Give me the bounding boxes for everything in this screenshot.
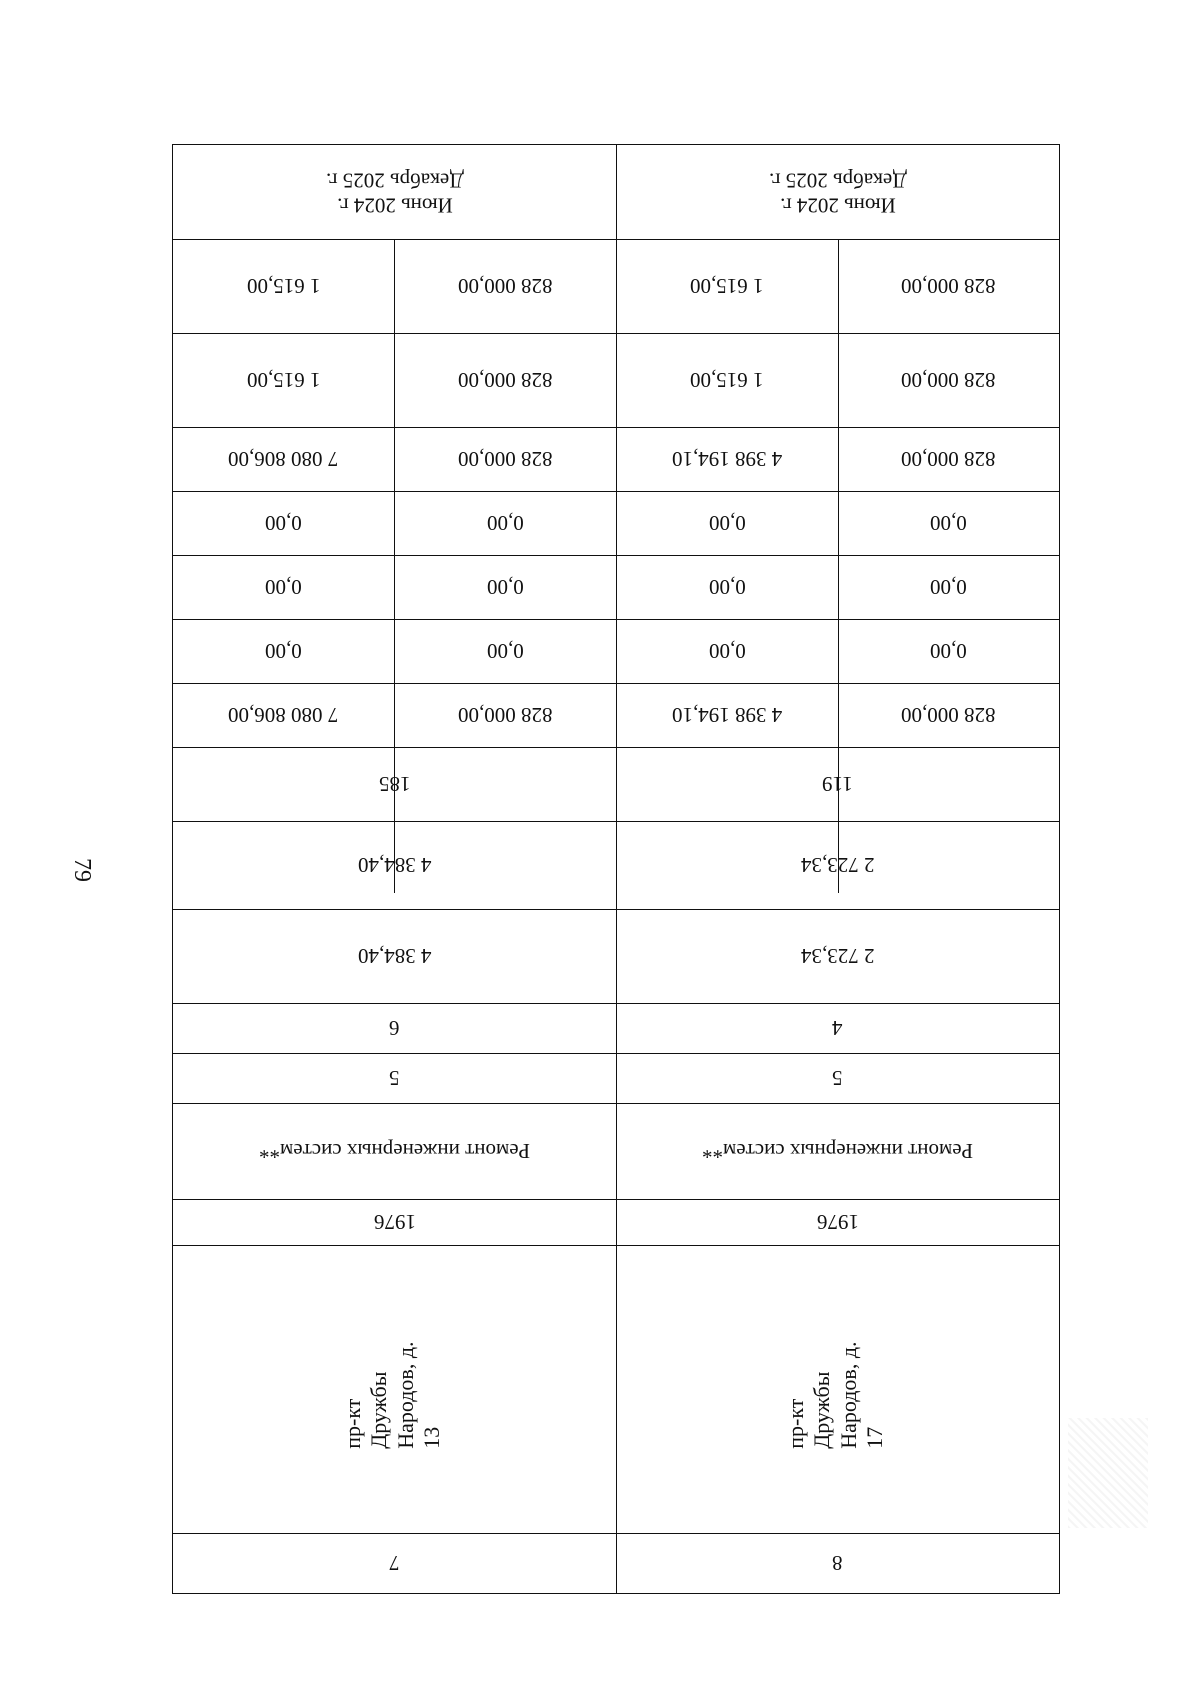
value-cell: 828 000,00	[901, 703, 996, 728]
value-cell: 828 000,00	[457, 447, 553, 472]
value-cell: 7 080 806,00	[228, 703, 339, 728]
value-cell: 828 000,00	[457, 703, 553, 728]
value-cell: 1 615,00	[690, 368, 764, 393]
value-cell: 7 080 806,00	[228, 447, 339, 472]
value-cell: 1 615,00	[246, 274, 321, 299]
area-cell: 4 384,40	[357, 944, 432, 969]
page-number: 79	[69, 858, 95, 882]
value-cell: 828 000,00	[901, 274, 996, 299]
value-cell: 0,00	[708, 575, 746, 600]
value-cell: 1 615,00	[690, 274, 764, 299]
address-cell: пр-кт Дружбы Народов, д. 17	[783, 1341, 888, 1449]
residents-cell: 185	[378, 772, 411, 797]
work-type-cell: Ремонт инженерных систем**	[701, 1139, 974, 1164]
value-cell: 828 000,00	[457, 274, 553, 299]
value-cell: 0,00	[486, 639, 524, 664]
value-cell: 4 398 194,10	[671, 447, 783, 472]
value-cell: 1 615,00	[246, 368, 321, 393]
value-cell: 0,00	[708, 511, 746, 536]
entrances-cell: 5	[832, 1066, 843, 1091]
row-number-cell: 7	[389, 1551, 400, 1576]
address-cell: пр-кт Дружбы Народов, д. 13	[340, 1341, 445, 1449]
row-number-cell: 8	[832, 1551, 843, 1576]
value-cell: 828 000,00	[901, 447, 996, 472]
value-cell: 0,00	[930, 511, 967, 536]
floors-cell: 4	[832, 1016, 843, 1041]
scan-artifact	[1068, 1418, 1148, 1528]
entrances-cell: 5	[389, 1066, 400, 1091]
value-cell: 0,00	[930, 575, 967, 600]
value-cell: 0,00	[930, 639, 967, 664]
value-cell: 0,00	[486, 511, 524, 536]
value-cell: 4 398 194,10	[671, 703, 783, 728]
area-cell: 2 723,34	[800, 944, 875, 969]
value-cell: 0,00	[486, 575, 524, 600]
area-cell: 4 384,40	[357, 853, 432, 878]
value-cell: 0,00	[708, 639, 746, 664]
floors-cell: 6	[389, 1016, 400, 1041]
work-type-cell: Ремонт инженерных систем**	[258, 1139, 531, 1164]
value-cell: 828 000,00	[901, 368, 996, 393]
residents-cell: 119	[822, 772, 853, 797]
period-cell: Июнь 2024 г. Декабрь 2025 г.	[768, 168, 907, 218]
period-cell: Июнь 2024 г. Декабрь 2025 г.	[325, 168, 464, 218]
value-cell: 0,00	[265, 575, 302, 600]
document-table	[172, 144, 1060, 1594]
value-cell: 828 000,00	[457, 368, 553, 393]
value-cell: 0,00	[265, 511, 302, 536]
year-cell: 1976	[373, 1210, 416, 1235]
area-cell: 2 723,34	[800, 853, 875, 878]
year-cell: 1976	[816, 1210, 859, 1235]
value-cell: 0,00	[265, 639, 302, 664]
